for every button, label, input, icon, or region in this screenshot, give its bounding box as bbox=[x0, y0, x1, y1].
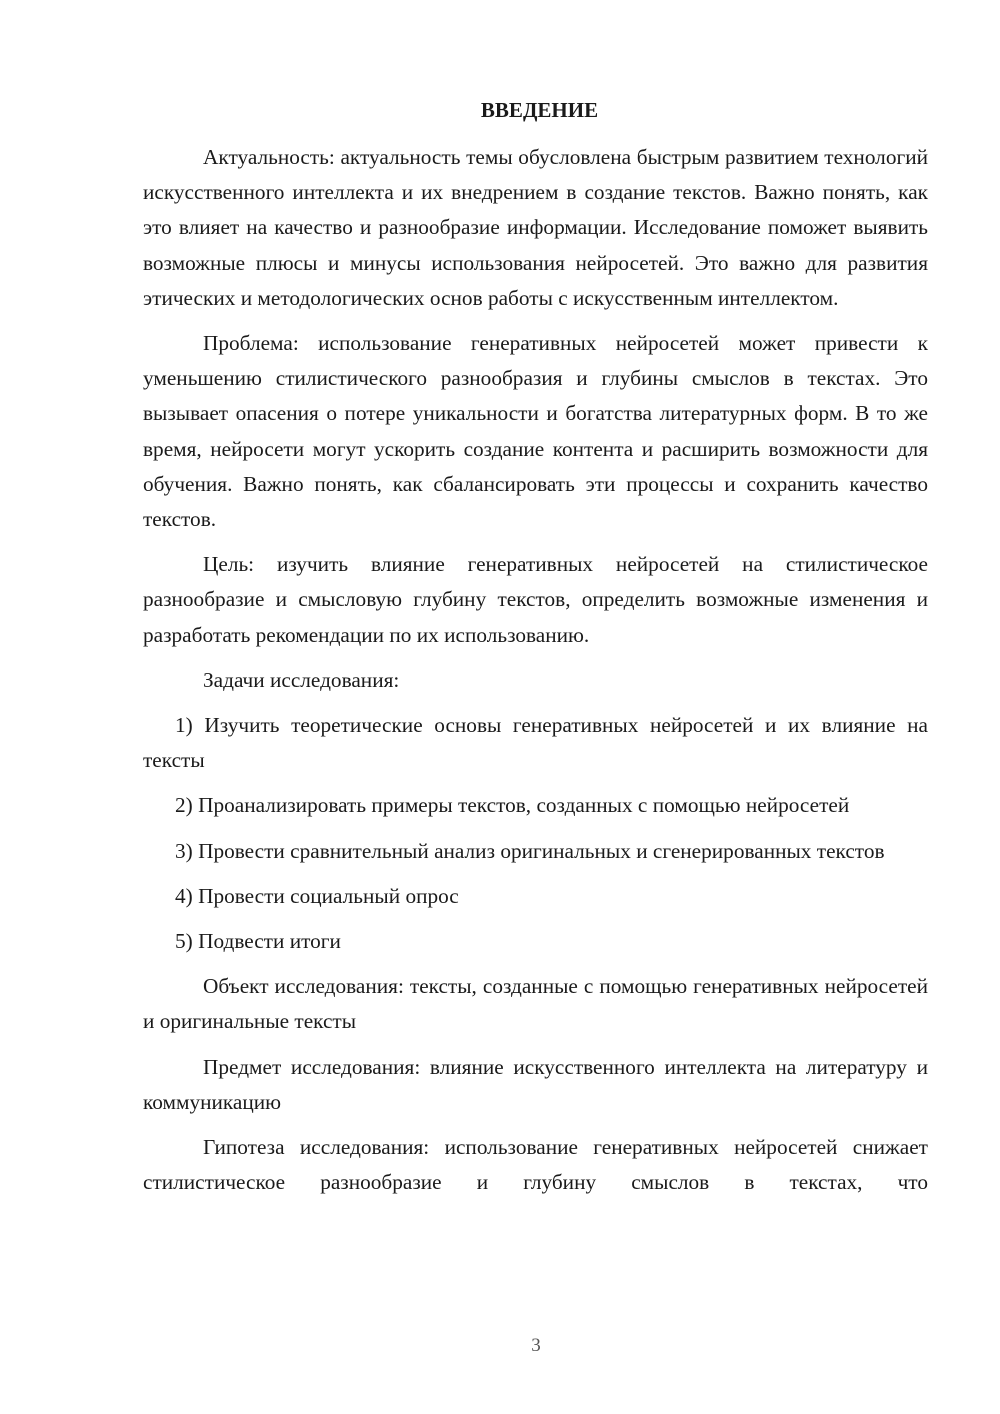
task-item-4: 4) Провести социальный опрос bbox=[175, 883, 459, 908]
task-item-3: 3) Провести сравнительный анализ оригинальных и сгенерированных текстов bbox=[175, 838, 885, 863]
task-item-5: 5) Подвести итоги bbox=[175, 929, 341, 954]
paragraph-tasks-heading: Задачи исследования: bbox=[203, 667, 400, 692]
document-page bbox=[143, 95, 928, 1210]
paragraph-hypothesis: Гипотеза исследования: использование генеративных нейросетей снижает стилистическое разнообразие и глубину смыслов в текстах, что bbox=[143, 1135, 928, 1195]
paragraph-goal: Цель: изучить влияние генеративных нейросетей на стилистическое разнообразие и смысловую глубину текстов, определить возможные изменения и разработать рекомендации по их использованию. bbox=[143, 552, 928, 647]
paragraph-object: Объект исследования: тексты, созданные с помощью генеративных нейросетей и оригинальные тексты bbox=[143, 974, 928, 1034]
section-title: ВВЕДЕНИЕ bbox=[480, 98, 599, 122]
paragraph-problem: Проблема: использование генеративных нейросетей может привести к уменьшению стилистического разнообразия и глубины смыслов в текстах. Это вызывает опасения о потере уникальности и богатства литературных форм. В то же время, нейросети могут ускорить создание контента и расширить возможности для обучения. Важно понять, как сбалансировать эти процессы и сохранить качество текстов. bbox=[143, 331, 928, 532]
paragraph-relevance: Актуальность: актуальность темы обусловлена быстрым развитием технологий искусственного интеллекта и их внедрением в создание текстов. Важно понять, как это влияет на качество и разнообразие информации. Исследование поможет выявить возможные плюсы и минусы использования нейросетей. Это важно для развития этических и методологических основ работы с искусственным интеллектом. bbox=[143, 145, 928, 310]
task-item-1: 1) Изучить теоретические основы генеративных нейросетей и их влияние на тексты bbox=[143, 713, 928, 773]
page-number: 3 bbox=[531, 1335, 541, 1356]
paragraph-subject: Предмет исследования: влияние искусственного интеллекта на литературу и коммуникацию bbox=[143, 1054, 928, 1114]
task-item-2: 2) Проанализировать примеры текстов, созданных с помощью нейросетей bbox=[175, 793, 850, 818]
